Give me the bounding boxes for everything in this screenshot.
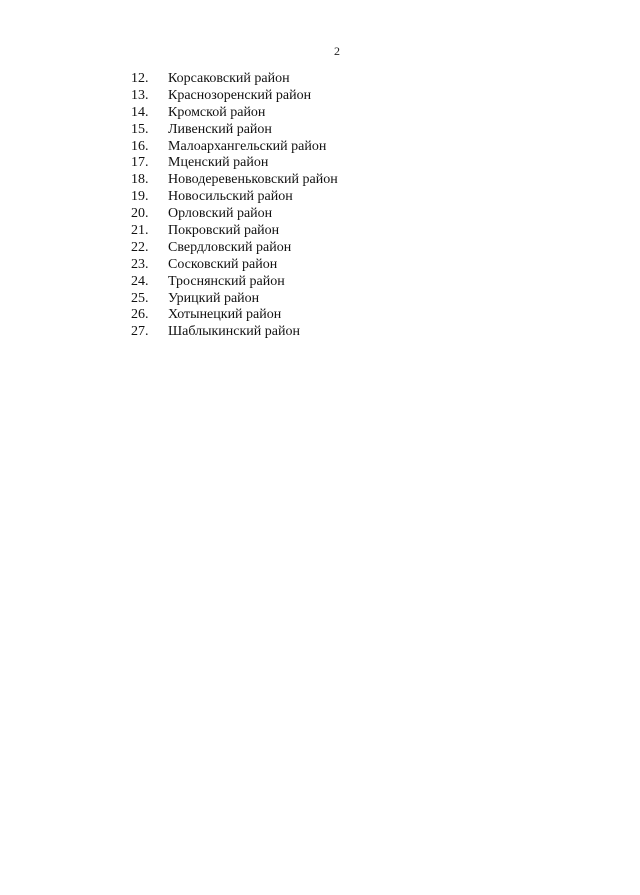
list-item: [131, 105, 338, 122]
item-number: 26.: [131, 307, 149, 323]
item-name: Троснянский район: [168, 273, 285, 289]
item-name: Сосковский район: [168, 256, 278, 272]
list-item: [131, 291, 338, 308]
item-name: Малоархангельский район: [168, 138, 327, 154]
list-item: [131, 206, 338, 223]
item-number: 20.: [131, 206, 149, 222]
list-item: [131, 223, 338, 240]
item-name: Ливенский район: [168, 121, 272, 137]
list-item: [131, 155, 338, 172]
list-item: [131, 172, 338, 189]
list-item: [131, 240, 338, 257]
list-item: [131, 122, 338, 139]
item-name: Краснозоренский район: [168, 87, 312, 103]
list-item: [131, 88, 338, 105]
item-name: Урицкий район: [168, 290, 260, 306]
item-name: Новодеревеньковский район: [168, 172, 338, 188]
list-item: [131, 307, 338, 324]
item-name: Корсаковский район: [168, 71, 290, 86]
item-number: 27.: [131, 324, 149, 340]
page-number: 2: [334, 44, 340, 58]
item-name: Кромской район: [168, 104, 266, 120]
item-number: 22.: [131, 239, 149, 255]
item-number: 17.: [131, 155, 149, 171]
item-number: 23.: [131, 256, 149, 272]
item-number: 25.: [131, 290, 149, 306]
item-number: 14.: [131, 104, 149, 120]
item-name: Мценский район: [168, 155, 269, 171]
item-number: 15.: [131, 121, 149, 137]
list-item: [131, 139, 338, 156]
item-name: Свердловский район: [168, 239, 292, 255]
item-number: 18.: [131, 172, 149, 188]
list-item: [131, 274, 338, 291]
item-number: 13.: [131, 87, 149, 103]
district-list: [131, 71, 338, 341]
list-item: [131, 71, 338, 88]
item-name: Хотынецкий район: [168, 307, 282, 323]
item-name: Новосильский район: [168, 189, 293, 205]
item-name: Шаблыкинский район: [168, 324, 300, 340]
list-item: [131, 324, 338, 341]
list-item: [131, 257, 338, 274]
item-number: 19.: [131, 189, 149, 205]
item-name: Покровский район: [168, 223, 280, 239]
item-number: 21.: [131, 223, 149, 239]
list-item: [131, 189, 338, 206]
item-number: 16.: [131, 138, 149, 154]
item-number: 24.: [131, 273, 149, 289]
item-name: Орловский район: [168, 206, 273, 222]
item-number: 12.: [131, 71, 149, 86]
